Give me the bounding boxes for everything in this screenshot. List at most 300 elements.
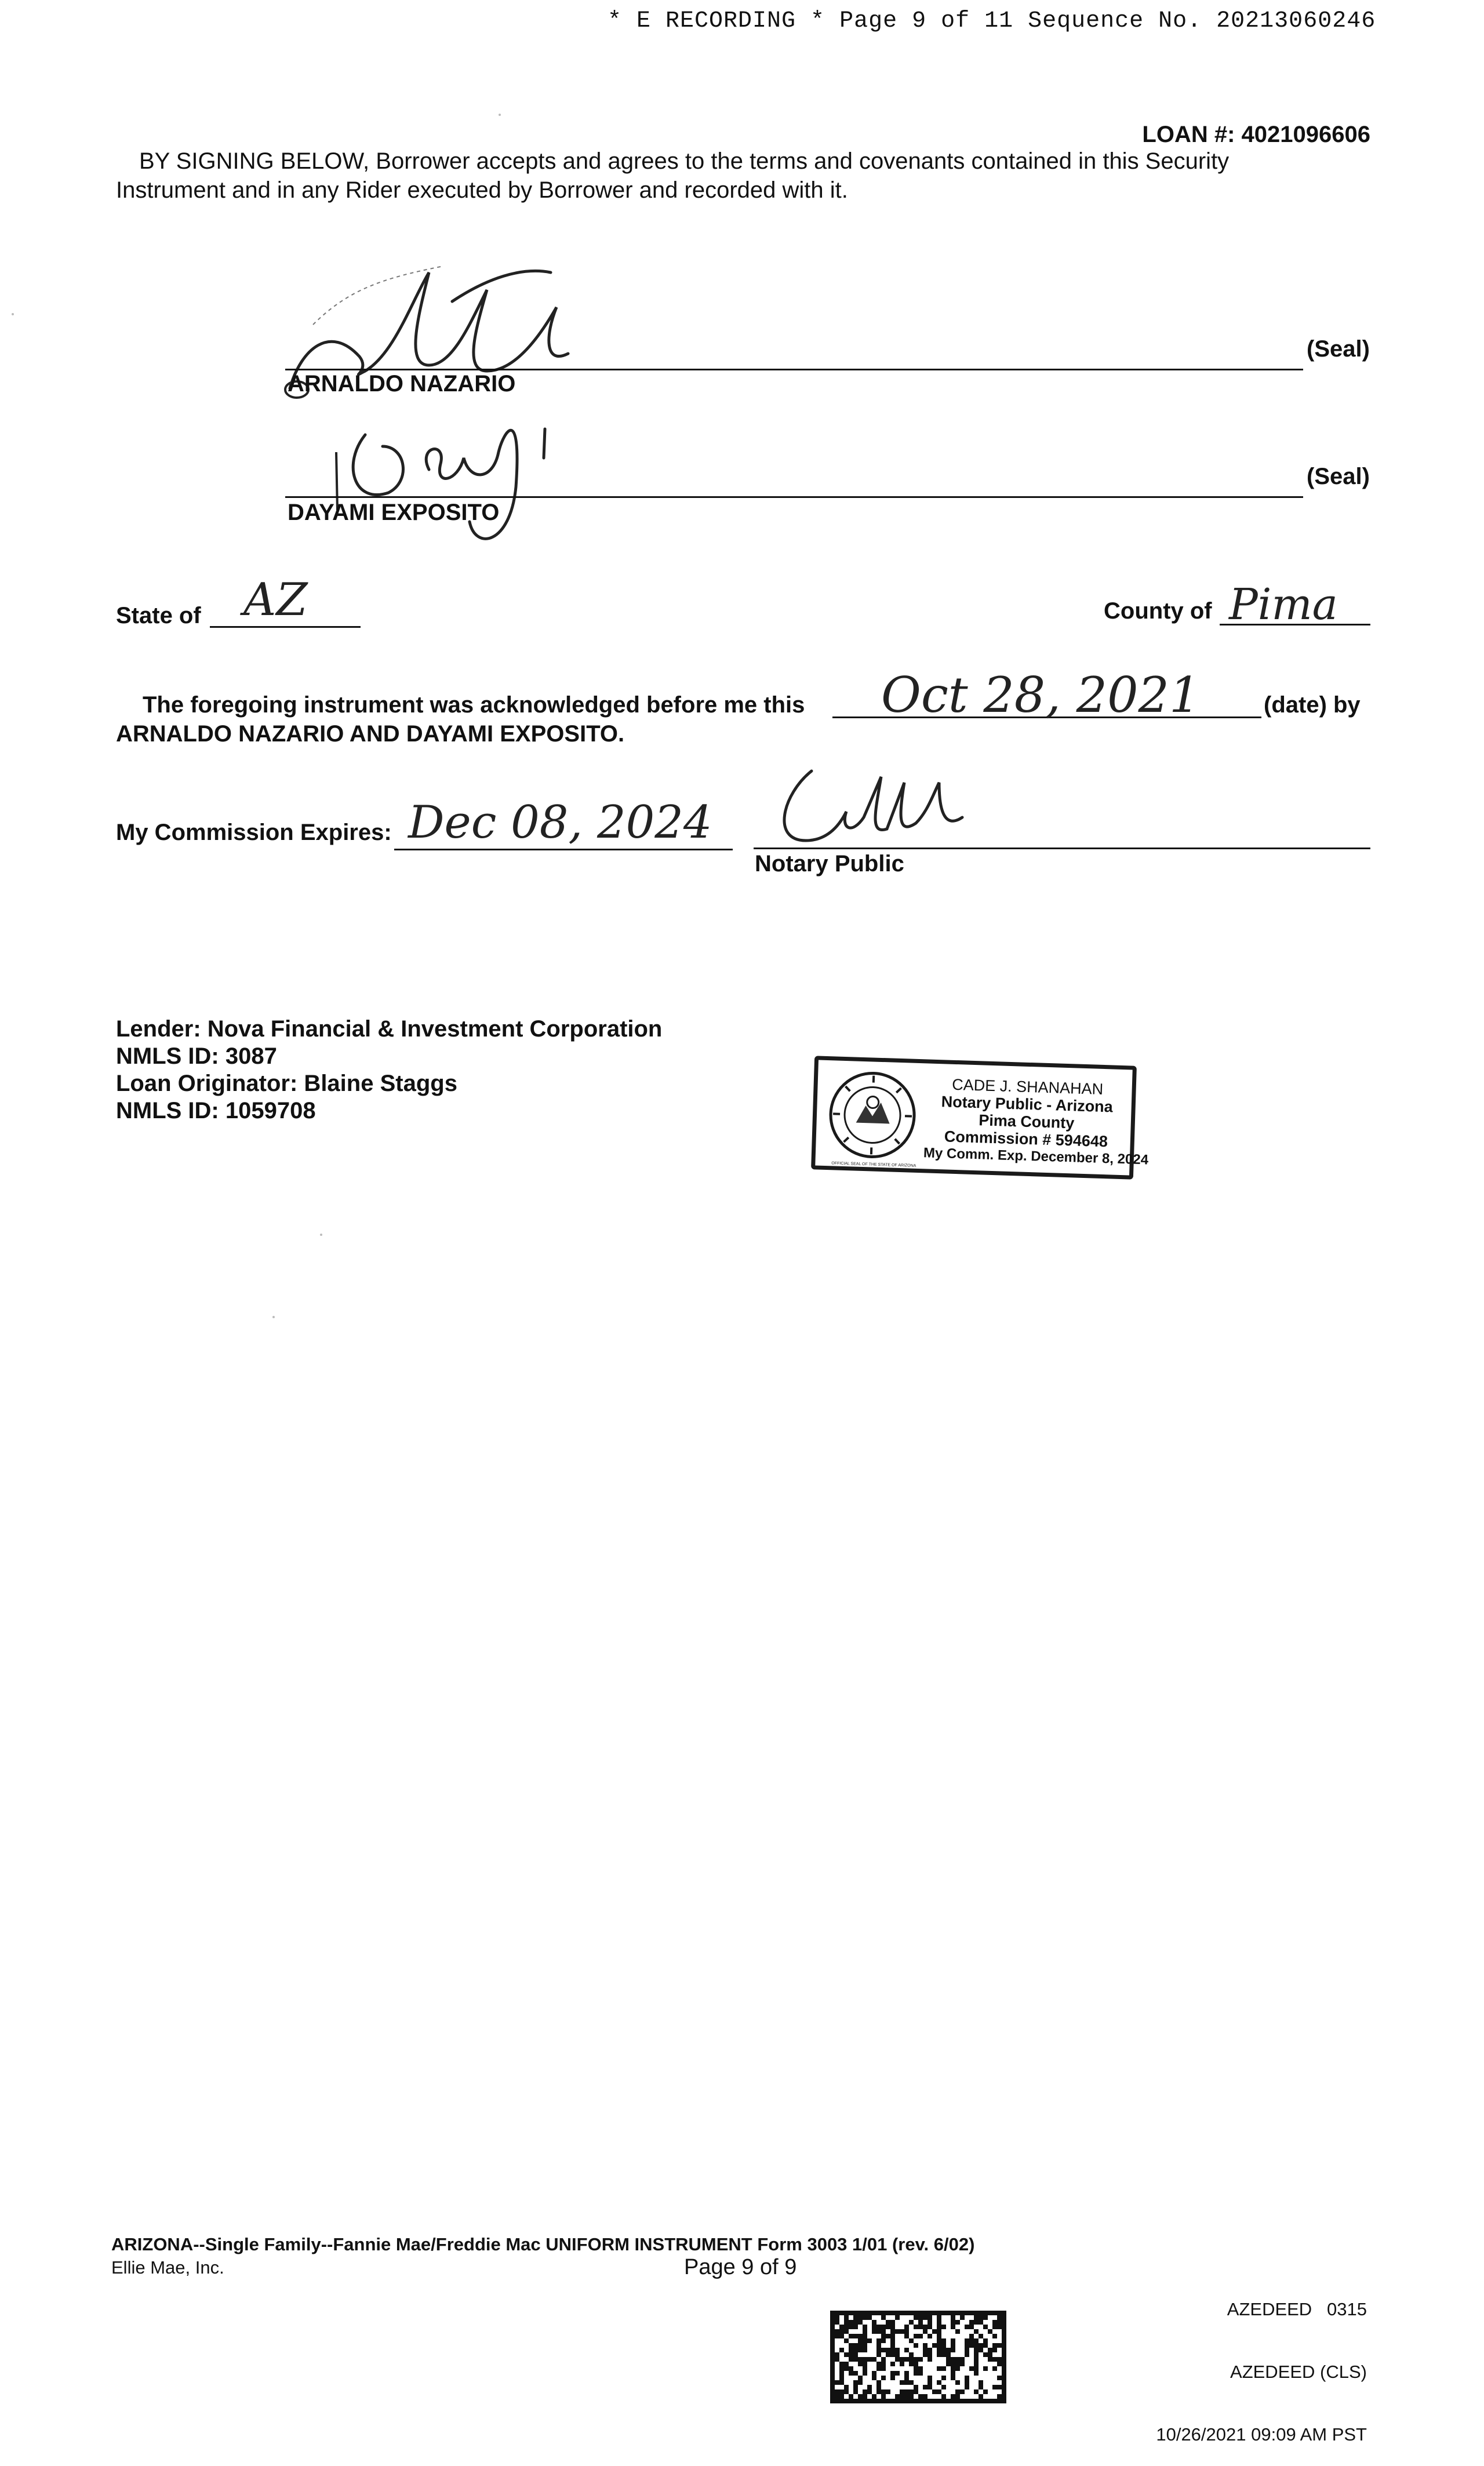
barcode-module <box>849 2357 853 2362</box>
lender-nmls-id: NMLS ID: 3087 <box>116 1043 662 1070</box>
barcode-module <box>909 2362 914 2366</box>
barcode-module <box>955 2366 960 2371</box>
barcode-module <box>937 2334 941 2338</box>
barcode-module <box>839 2366 844 2371</box>
barcode-module <box>886 2348 890 2352</box>
barcode-module <box>937 2380 941 2385</box>
footer-code-1: AZEDEED 0315 <box>1156 2299 1367 2320</box>
barcode-module <box>849 2348 853 2352</box>
barcode-module <box>992 2357 997 2362</box>
barcode-module <box>886 2325 890 2329</box>
borrower-2-signature <box>325 394 591 568</box>
barcode-module <box>974 2357 979 2362</box>
barcode-module <box>844 2399 849 2403</box>
barcode-module <box>937 2315 941 2320</box>
loan-number: 4021096606 <box>1242 122 1370 147</box>
barcode-module <box>983 2311 988 2315</box>
barcode-module <box>988 2352 992 2357</box>
barcode-module <box>914 2385 918 2389</box>
barcode-module <box>923 2325 928 2329</box>
barcode-module <box>876 2352 881 2357</box>
barcode-module <box>974 2362 979 2366</box>
barcode-module <box>923 2348 928 2352</box>
barcode-module <box>1002 2362 1006 2366</box>
barcode-module <box>1002 2376 1006 2380</box>
barcode-module <box>867 2338 872 2343</box>
barcode-module <box>1002 2357 1006 2362</box>
barcode-module <box>839 2311 844 2315</box>
barcode-module <box>876 2385 881 2389</box>
barcode-module <box>997 2315 1002 2320</box>
barcode-module <box>890 2334 895 2338</box>
barcode-module <box>1002 2338 1006 2343</box>
barcode-module <box>881 2357 886 2362</box>
date-by-label: (date) by <box>1264 692 1361 718</box>
barcode-module <box>914 2343 918 2348</box>
borrower-1-name: ARNALDO NAZARIO <box>288 371 515 397</box>
barcode-module <box>1002 2385 1006 2389</box>
barcode-module <box>965 2380 969 2385</box>
barcode-module <box>969 2320 974 2325</box>
barcode-module <box>849 2311 853 2315</box>
barcode-module <box>849 2320 853 2325</box>
barcode-module <box>992 2325 997 2329</box>
barcode-module <box>830 2376 835 2380</box>
barcode-module <box>876 2366 881 2371</box>
barcode-module <box>979 2380 983 2385</box>
barcode-module <box>997 2343 1002 2348</box>
barcode-module <box>849 2334 853 2338</box>
barcode-module <box>863 2338 867 2343</box>
barcode-module <box>886 2389 890 2394</box>
barcode-module <box>867 2389 872 2394</box>
barcode-module <box>974 2389 979 2394</box>
barcode-module <box>923 2311 928 2315</box>
scan-speck <box>499 114 501 116</box>
barcode-module <box>830 2348 835 2352</box>
barcode-module <box>830 2362 835 2366</box>
barcode-module <box>904 2325 909 2329</box>
barcode-module <box>951 2357 955 2362</box>
barcode-module <box>1002 2389 1006 2394</box>
barcode-module <box>835 2389 839 2394</box>
borrower-1-seal: (Seal) <box>1307 336 1370 362</box>
barcode-module <box>932 2389 937 2394</box>
barcode-module <box>890 2362 895 2366</box>
barcode-module <box>1002 2320 1006 2325</box>
barcode-module <box>872 2376 876 2380</box>
barcode-module <box>853 2348 858 2352</box>
barcode-module <box>937 2325 941 2329</box>
barcode-module <box>863 2389 867 2394</box>
barcode-module <box>863 2399 867 2403</box>
barcode-module <box>923 2352 928 2357</box>
barcode-module <box>830 2394 835 2399</box>
barcode-module <box>983 2399 988 2403</box>
barcode-module <box>914 2389 918 2394</box>
barcode-module <box>853 2357 858 2362</box>
barcode-module <box>1002 2343 1006 2348</box>
barcode-module <box>858 2399 863 2403</box>
barcode-module <box>881 2311 886 2315</box>
barcode-module <box>923 2329 928 2334</box>
barcode-module <box>951 2366 955 2371</box>
barcode-module <box>849 2399 853 2403</box>
barcode-module <box>839 2334 844 2338</box>
barcode-module <box>876 2338 881 2343</box>
barcode-module <box>881 2362 886 2366</box>
barcode-module <box>890 2371 895 2376</box>
barcode-module <box>979 2315 983 2320</box>
barcode-module <box>844 2352 849 2357</box>
barcode-module <box>895 2399 900 2403</box>
barcode-module <box>974 2338 979 2343</box>
scan-speck <box>320 1234 322 1236</box>
barcode-module <box>955 2399 960 2403</box>
barcode-module <box>960 2362 965 2366</box>
barcode-module <box>969 2311 974 2315</box>
barcode-module <box>918 2357 923 2362</box>
barcode-module <box>876 2389 881 2394</box>
barcode-module <box>918 2325 923 2329</box>
notary-stamp <box>811 1056 1137 1179</box>
barcode-module <box>946 2399 951 2403</box>
barcode-module <box>886 2399 890 2403</box>
barcode-module <box>881 2399 886 2403</box>
barcode-module <box>890 2348 895 2352</box>
barcode-module <box>983 2325 988 2329</box>
barcode-module <box>849 2394 853 2399</box>
scan-speck <box>12 313 14 315</box>
barcode-module <box>974 2348 979 2352</box>
barcode-module <box>951 2320 955 2325</box>
barcode-module <box>951 2325 955 2329</box>
stamp-text <box>923 1075 1130 1168</box>
barcode-module <box>900 2399 904 2403</box>
barcode-module <box>992 2311 997 2315</box>
barcode-module <box>881 2389 886 2394</box>
barcode-module <box>904 2334 909 2338</box>
barcode-module <box>914 2366 918 2371</box>
barcode-module <box>895 2329 900 2334</box>
barcode-module <box>988 2311 992 2315</box>
barcode-module <box>951 2348 955 2352</box>
lender-info <box>116 1016 662 1125</box>
barcode-module <box>872 2325 876 2329</box>
barcode-module <box>876 2348 881 2352</box>
barcode-module <box>941 2376 946 2380</box>
footer-vendor: Ellie Mae, Inc. <box>111 2257 224 2278</box>
barcode-module <box>983 2389 988 2394</box>
barcode-module <box>867 2315 872 2320</box>
barcode-module <box>965 2376 969 2380</box>
barcode-module <box>946 2348 951 2352</box>
barcode-module <box>918 2311 923 2315</box>
barcode-module <box>928 2352 932 2357</box>
barcode-module <box>979 2311 983 2315</box>
barcode-module <box>937 2348 941 2352</box>
commission-expiry-line <box>394 849 733 850</box>
barcode-module <box>872 2399 876 2403</box>
barcode-module <box>890 2311 895 2315</box>
barcode-module <box>974 2315 979 2320</box>
barcode-module <box>974 2371 979 2376</box>
barcode-module <box>900 2357 904 2362</box>
barcode-module <box>853 2352 858 2357</box>
barcode-module <box>997 2362 1002 2366</box>
barcode-module <box>928 2320 932 2325</box>
barcode-module <box>979 2320 983 2325</box>
barcode-module <box>928 2399 932 2403</box>
barcode-module <box>881 2334 886 2338</box>
barcode-module <box>895 2371 900 2376</box>
barcode-module <box>951 2338 955 2343</box>
barcode-module <box>858 2338 863 2343</box>
barcode-module <box>969 2334 974 2338</box>
barcode-module <box>979 2348 983 2352</box>
barcode-module <box>904 2376 909 2380</box>
barcode-module <box>881 2348 886 2352</box>
barcode-module <box>839 2329 844 2334</box>
barcode-module <box>863 2348 867 2352</box>
barcode-module <box>858 2343 863 2348</box>
barcode-module <box>830 2311 835 2315</box>
barcode-module <box>881 2325 886 2329</box>
barcode-module <box>830 2352 835 2357</box>
barcode-module <box>839 2389 844 2394</box>
barcode-module <box>914 2311 918 2315</box>
barcode-module <box>955 2311 960 2315</box>
footer-page-number: Page 9 of 9 <box>684 2255 796 2280</box>
barcode-module <box>839 2394 844 2399</box>
barcode-module <box>1002 2315 1006 2320</box>
barcode-module <box>853 2380 858 2385</box>
barcode-module <box>844 2320 849 2325</box>
barcode-module <box>965 2352 969 2357</box>
intro-line-2: Instrument and in any Rider executed by Borrower and recorded with it. <box>116 177 848 203</box>
barcode-module <box>900 2394 904 2399</box>
barcode-module <box>960 2315 965 2320</box>
originator-nmls-id: NMLS ID: 1059708 <box>116 1097 662 1125</box>
barcode-module <box>904 2380 909 2385</box>
barcode-module <box>951 2376 955 2380</box>
footer-timestamp: 10/26/2021 09:09 AM PST <box>1156 2424 1367 2445</box>
barcode-module <box>881 2329 886 2334</box>
barcode-module <box>858 2334 863 2338</box>
barcode-module <box>863 2311 867 2315</box>
barcode-module <box>890 2325 895 2329</box>
acknowledgment-text: The foregoing instrument was acknowledged before me this <box>143 692 805 718</box>
barcode-module <box>965 2325 969 2329</box>
barcode-module <box>992 2366 997 2371</box>
barcode-module <box>988 2348 992 2352</box>
barcode-module <box>849 2366 853 2371</box>
barcode-module <box>895 2311 900 2315</box>
barcode-module <box>830 2325 835 2329</box>
barcode-module <box>904 2357 909 2362</box>
barcode-module <box>992 2385 997 2389</box>
barcode-module <box>895 2357 900 2362</box>
barcode-module <box>983 2352 988 2357</box>
barcode-module <box>900 2389 904 2394</box>
barcode-module <box>923 2315 928 2320</box>
barcode-module <box>867 2357 872 2362</box>
barcode-module <box>946 2352 951 2357</box>
state-label: State of <box>116 603 201 629</box>
barcode-module <box>992 2334 997 2338</box>
barcode-module <box>835 2399 839 2403</box>
state-line <box>210 626 361 628</box>
barcode-module <box>918 2320 923 2325</box>
barcode-module <box>858 2315 863 2320</box>
barcode-module <box>941 2385 946 2389</box>
barcode-module <box>928 2325 932 2329</box>
barcode-module <box>960 2389 965 2394</box>
barcode-module <box>863 2325 867 2329</box>
barcode-module <box>983 2343 988 2348</box>
barcode-module <box>979 2334 983 2338</box>
barcode-module <box>969 2343 974 2348</box>
barcode-module <box>955 2389 960 2394</box>
barcode-module <box>881 2338 886 2343</box>
barcode-module <box>835 2311 839 2315</box>
barcode-module <box>992 2343 997 2348</box>
barcode-module <box>853 2325 858 2329</box>
barcode-module <box>895 2348 900 2352</box>
barcode-module <box>951 2399 955 2403</box>
barcode-module <box>960 2311 965 2315</box>
barcode-module <box>900 2329 904 2334</box>
barcode-module <box>839 2325 844 2329</box>
intro-line-1: BY SIGNING BELOW, Borrower accepts and agrees to the terms and covenants contained in this Security <box>139 148 1229 174</box>
barcode-module <box>867 2311 872 2315</box>
barcode-module <box>932 2399 937 2403</box>
county-label: County of <box>1104 598 1212 624</box>
barcode-module <box>937 2311 941 2315</box>
stamp-seal-text: OFFICIAL SEAL OF THE STATE OF ARIZONA 1912 <box>830 1161 917 1173</box>
barcode-module <box>932 2343 937 2348</box>
barcode-module <box>937 2352 941 2357</box>
barcode-module <box>909 2380 914 2385</box>
barcode-module <box>937 2366 941 2371</box>
barcode-module <box>955 2357 960 2362</box>
barcode-module <box>863 2329 867 2334</box>
notary-signature-line <box>754 848 1370 849</box>
barcode-module <box>858 2311 863 2315</box>
loan-number-line <box>1142 122 1370 148</box>
barcode-module <box>872 2329 876 2334</box>
barcode-module <box>881 2376 886 2380</box>
barcode-module <box>886 2352 890 2357</box>
barcode-module <box>904 2311 909 2315</box>
barcode-module <box>928 2376 932 2380</box>
footer-codes <box>1156 2257 1367 2466</box>
barcode-module <box>914 2315 918 2320</box>
barcode-module <box>997 2376 1002 2380</box>
barcode-module <box>904 2371 909 2376</box>
barcode-module <box>941 2348 946 2352</box>
barcode-module <box>863 2394 867 2399</box>
barcode-module <box>849 2371 853 2376</box>
borrower-2-seal: (Seal) <box>1307 464 1370 490</box>
barcode-module <box>872 2394 876 2399</box>
barcode-module <box>928 2357 932 2362</box>
barcode-module <box>955 2394 960 2399</box>
borrower-2-signature-line <box>285 496 1303 498</box>
barcode-module <box>863 2362 867 2366</box>
barcode-module <box>876 2329 881 2334</box>
barcode-module <box>937 2338 941 2343</box>
barcode-module <box>909 2389 914 2394</box>
barcode-module <box>1002 2311 1006 2315</box>
barcode-module <box>844 2366 849 2371</box>
barcode-module <box>992 2320 997 2325</box>
state-seal-icon <box>826 1068 919 1162</box>
barcode-module <box>941 2394 946 2399</box>
barcode-module <box>853 2385 858 2389</box>
barcode-module <box>849 2352 853 2357</box>
lender-name: Lender: Nova Financial & Investment Corporation <box>116 1016 662 1043</box>
barcode-module <box>941 2311 946 2315</box>
barcode-module <box>932 2311 937 2315</box>
barcode-module <box>965 2343 969 2348</box>
barcode-module <box>979 2394 983 2399</box>
notary-public-label: Notary Public <box>755 851 904 877</box>
barcode-module <box>937 2389 941 2394</box>
acknowledgment-date-handwritten: Oct 28, 2021 <box>881 667 1200 723</box>
barcode-module <box>928 2315 932 2320</box>
barcode-module <box>983 2366 988 2371</box>
barcode-module <box>909 2311 914 2315</box>
barcode-module <box>965 2385 969 2389</box>
barcode-module <box>928 2311 932 2315</box>
barcode-module <box>830 2399 835 2403</box>
barcode-module <box>960 2357 965 2362</box>
barcode-module <box>830 2315 835 2320</box>
barcode-module <box>858 2394 863 2399</box>
barcode-module <box>830 2334 835 2338</box>
barcode-module <box>997 2394 1002 2399</box>
barcode-module <box>876 2343 881 2348</box>
barcode-module <box>914 2334 918 2338</box>
barcode-module <box>937 2399 941 2403</box>
barcode-module <box>890 2352 895 2357</box>
barcode-module <box>965 2338 969 2343</box>
barcode-module <box>872 2357 876 2362</box>
barcode-module <box>867 2385 872 2389</box>
barcode-module <box>1002 2352 1006 2357</box>
barcode-module <box>886 2311 890 2315</box>
barcode-module <box>863 2371 867 2376</box>
barcode-module <box>937 2320 941 2325</box>
barcode-module <box>928 2385 932 2389</box>
barcode-module <box>909 2394 914 2399</box>
barcode-module <box>844 2389 849 2394</box>
barcode-module <box>951 2362 955 2366</box>
barcode-module <box>969 2325 974 2329</box>
barcode-module <box>844 2329 849 2334</box>
barcode-module <box>1002 2325 1006 2329</box>
barcode-module <box>918 2366 923 2371</box>
barcode-module <box>835 2315 839 2320</box>
barcode-module <box>839 2348 844 2352</box>
barcode-module <box>890 2338 895 2343</box>
barcode-module <box>853 2311 858 2315</box>
barcode-module <box>923 2385 928 2389</box>
barcode-module <box>974 2320 979 2325</box>
barcode-module <box>1002 2348 1006 2352</box>
barcode-module <box>923 2343 928 2348</box>
